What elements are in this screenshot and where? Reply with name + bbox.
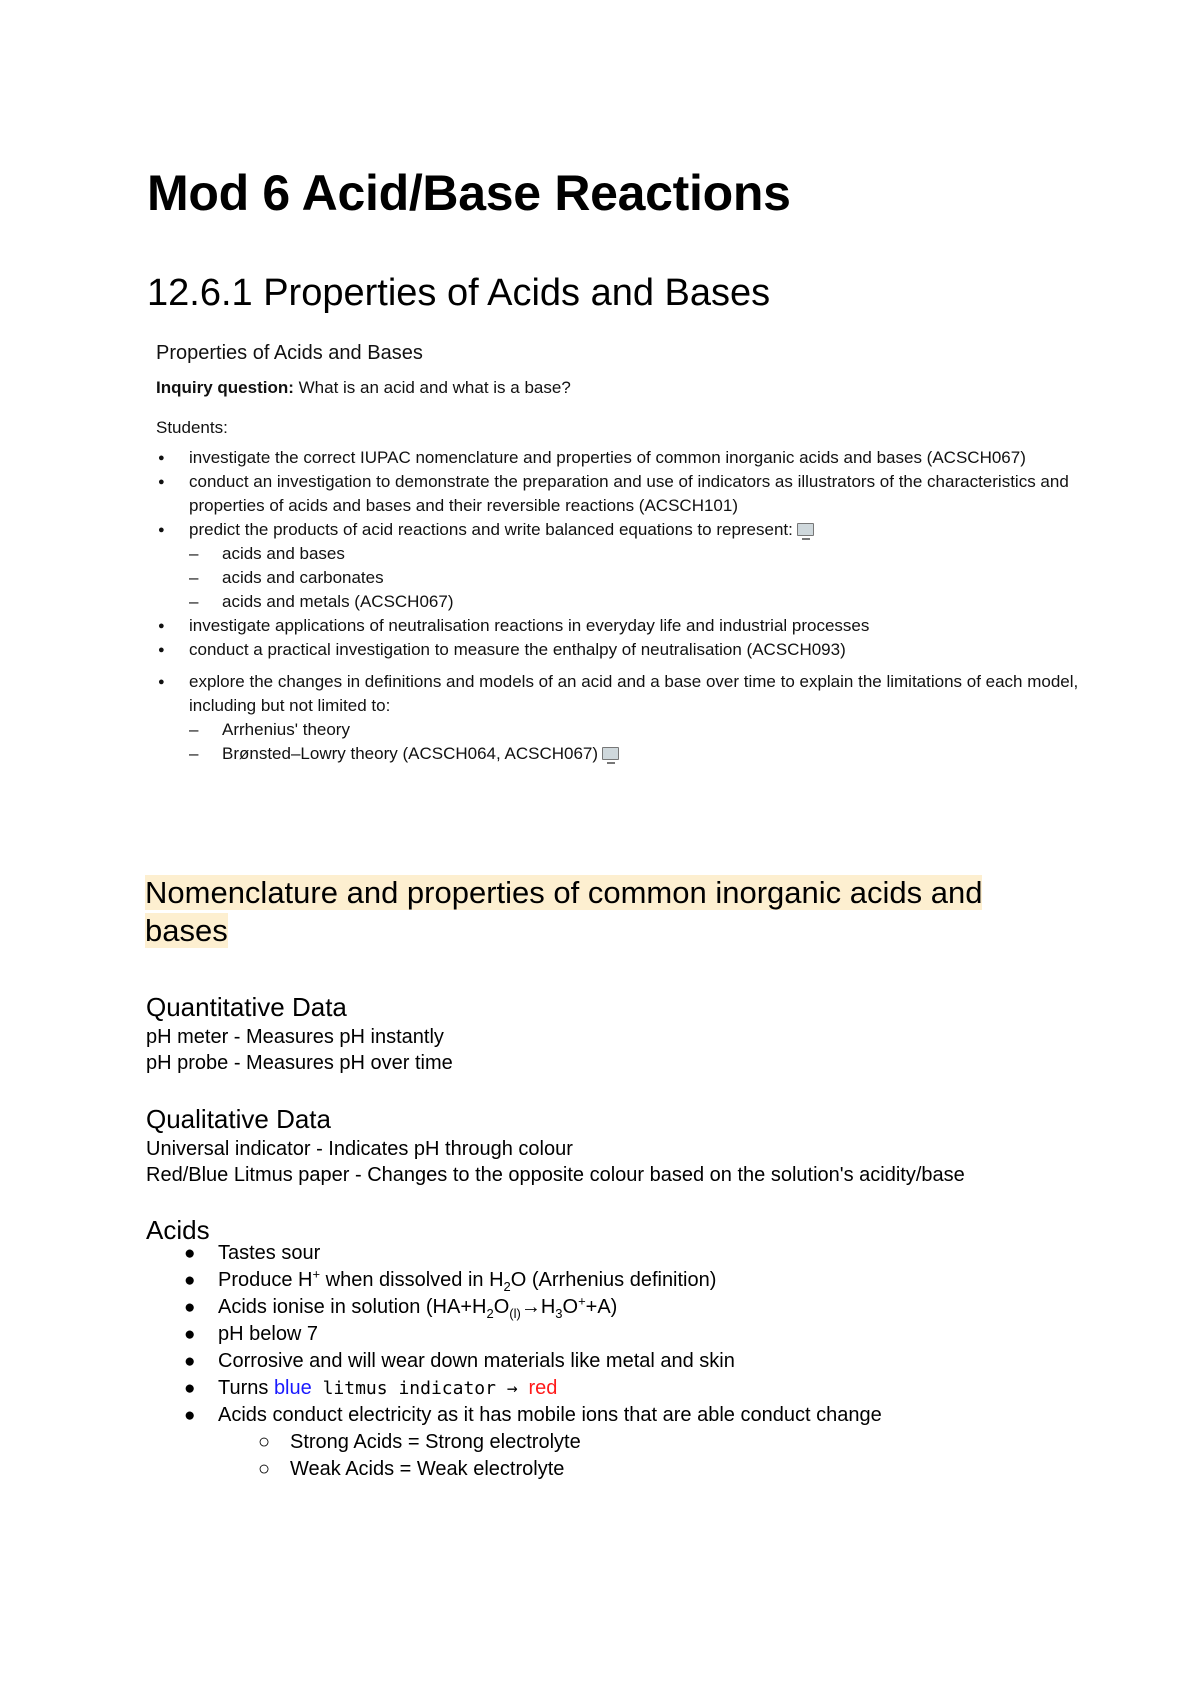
red-text: red bbox=[528, 1377, 558, 1399]
inquiry-question bbox=[156, 376, 1096, 400]
qualitative-lines bbox=[146, 1136, 965, 1188]
quantitative-lines bbox=[146, 1024, 453, 1076]
syllabus-item: ● investigate applications of neutralisation reactions in everyday life and industrial processes bbox=[156, 614, 1096, 638]
syllabus-subitem: – Brønsted–Lowry theory (ACSCH064, ACSCH067) bbox=[189, 742, 1096, 766]
syllabus-item: ● conduct an investigation to demonstrate the preparation and use of indicators as illustrators of the characteristics and properties of acids and bases and their reversible reactions (ACSCH101) bbox=[156, 470, 1096, 518]
quantitative-heading: Quantitative Data bbox=[146, 992, 347, 1022]
syllabus-subitem: – Arrhenius' theory bbox=[189, 718, 1096, 742]
acid-subitem: ○ Strong Acids = Strong electrolyte bbox=[218, 1429, 882, 1456]
students-label: Students: bbox=[156, 418, 228, 437]
highlighted-heading-text: Nomenclature and properties of common inorganic acids and bases bbox=[145, 875, 983, 948]
acid-sublist bbox=[218, 1429, 882, 1483]
syllabus-subitem: – acids and metals (ACSCH067) bbox=[189, 590, 1096, 614]
acid-property: ● Produce H+ when dissolved in $H_2O$ (Arrhenius definition) bbox=[146, 1267, 882, 1294]
acid-subitem: ○ Weak Acids = Weak electrolyte bbox=[218, 1456, 882, 1483]
syllabus-list bbox=[156, 446, 1096, 766]
computer-icon bbox=[797, 523, 814, 536]
syllabus-sublist bbox=[189, 542, 1096, 614]
syllabus-excerpt bbox=[156, 340, 1096, 766]
acid-property: ● Corrosive and will wear down materials like metal and skin bbox=[146, 1348, 882, 1375]
document-title: Mod 6 Acid/Base Reactions bbox=[147, 165, 791, 221]
quantitative-line: pH meter - Measures pH instantly bbox=[146, 1026, 444, 1048]
syllabus-item: ● explore the changes in definitions and models of an acid and a base over time to explain the limitations of each model, including but not limited to: – Arrhenius' theory – Brønsted–Lowry theory (ACSCH064, ACSCH067) bbox=[156, 670, 1096, 766]
syllabus-subitem: – acids and carbonates bbox=[189, 566, 1096, 590]
acid-property: ● pH below 7 bbox=[146, 1321, 882, 1348]
inquiry-label: Inquiry question: bbox=[156, 378, 294, 397]
acid-property: ● Tastes sour bbox=[146, 1240, 882, 1267]
acid-property: ● Acids conduct electricity as it has mobile ions that are able conduct change ○ Strong Acids = Strong electrolyte ○ Weak Acids = Weak electrolyte bbox=[146, 1402, 882, 1483]
syllabus-item: ● conduct a practical investigation to measure the enthalpy of neutralisation (ACSCH093) bbox=[156, 638, 1096, 662]
acids-list bbox=[146, 1240, 882, 1483]
acid-property: ● Turns blue litmus indicator → red bbox=[146, 1375, 882, 1402]
acids-heading: Acids bbox=[146, 1215, 210, 1245]
syllabus-subitem: – acids and bases bbox=[189, 542, 1096, 566]
syllabus-heading: Properties of Acids and Bases bbox=[156, 342, 423, 364]
blue-text: blue bbox=[273, 1377, 312, 1399]
computer-icon bbox=[602, 747, 619, 760]
document-subtitle: 12.6.1 Properties of Acids and Bases bbox=[147, 272, 771, 314]
qualitative-line: Universal indicator - Indicates pH through colour bbox=[146, 1138, 573, 1160]
acid-property: ● Acids ionise in solution $(HA+H_2O_{(l)}\to H_3O^++A)$ bbox=[146, 1294, 882, 1321]
quantitative-line: pH probe - Measures pH over time bbox=[146, 1052, 453, 1074]
syllabus-item: ● investigate the correct IUPAC nomenclature and properties of common inorganic acids and bases (ACSCH067) bbox=[156, 446, 1096, 470]
section-heading bbox=[145, 874, 1045, 950]
inquiry-text: What is an acid and what is a base? bbox=[293, 378, 571, 397]
qualitative-heading: Qualitative Data bbox=[146, 1104, 331, 1134]
syllabus-item: ● predict the products of acid reactions and write balanced equations to represent: – acids and bases – acids and carbonates – acids and metals (ACSCH067) bbox=[156, 518, 1096, 614]
qualitative-line: Red/Blue Litmus paper - Changes to the opposite colour based on the solution's acidity/base bbox=[146, 1164, 965, 1186]
syllabus-sublist bbox=[189, 718, 1096, 766]
